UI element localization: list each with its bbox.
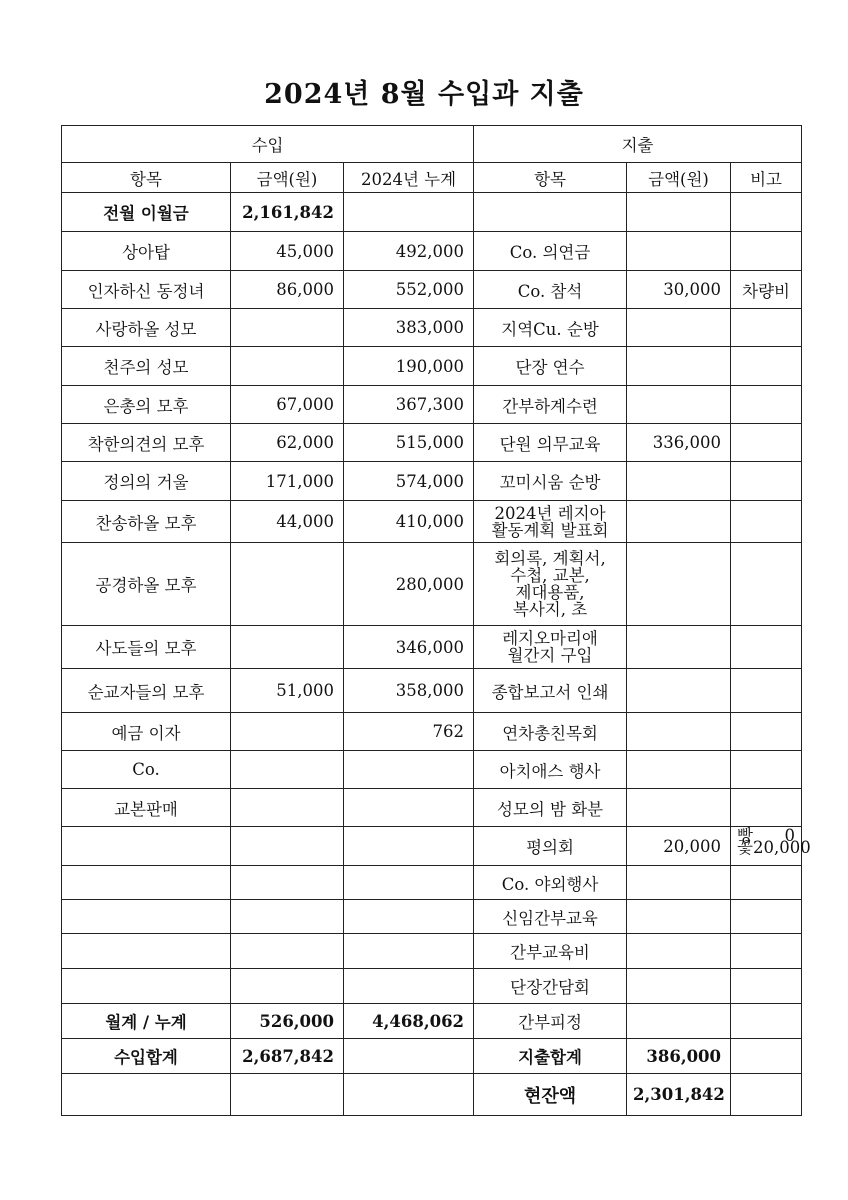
income-item	[62, 866, 231, 900]
note-cell	[731, 1074, 802, 1116]
expense-item: 단원 의무교육	[474, 424, 627, 462]
income-cumulative: 4,468,062	[344, 1004, 474, 1039]
expense-amount	[627, 462, 731, 501]
income-item: 은총의 모후	[62, 386, 231, 424]
income-amount	[231, 347, 344, 386]
table-row	[62, 866, 802, 900]
note-cell	[731, 193, 802, 232]
income-item	[62, 827, 231, 866]
monthly-cumulative-row	[62, 1004, 802, 1039]
expense-amount	[627, 232, 731, 271]
income-item	[62, 934, 231, 969]
income-cumulative	[344, 866, 474, 900]
expense-item: Co. 참석	[474, 271, 627, 309]
income-total-label: 수입합계	[62, 1039, 231, 1074]
income-cumulative: 190,000	[344, 347, 474, 386]
expense-item: 레지오마리애 월간지 구입	[474, 626, 627, 669]
income-amount: 45,000	[231, 232, 344, 271]
income-amount	[231, 827, 344, 866]
income-cumulative: 346,000	[344, 626, 474, 669]
note-cell	[731, 934, 802, 969]
expense-total-label: 지출합계	[474, 1039, 627, 1074]
income-cumulative	[344, 827, 474, 866]
income-amount: 86,000	[231, 271, 344, 309]
table-row	[62, 934, 802, 969]
expense-section-header: 지출	[474, 126, 802, 163]
col-expense-item: 항목	[474, 163, 627, 193]
col-note: 비고	[731, 163, 802, 193]
income-item	[62, 969, 231, 1004]
col-income-amount: 금액(원)	[231, 163, 344, 193]
expense-item: 단장 연수	[474, 347, 627, 386]
income-item: 공경하올 모후	[62, 543, 231, 626]
expense-amount	[627, 969, 731, 1004]
table-row	[62, 386, 802, 424]
table-row	[62, 827, 802, 866]
table-row	[62, 626, 802, 669]
income-cumulative: 492,000	[344, 232, 474, 271]
note-cell	[731, 1004, 802, 1039]
income-item: 교본판매	[62, 789, 231, 827]
table-row	[62, 900, 802, 934]
income-amount: 67,000	[231, 386, 344, 424]
note-cell: 빵 0 꽃20,000	[731, 827, 802, 866]
income-cumulative: 383,000	[344, 309, 474, 347]
note-cell	[731, 347, 802, 386]
note-cell	[731, 309, 802, 347]
income-item: 순교자들의 모후	[62, 669, 231, 713]
income-amount	[231, 900, 344, 934]
expense-item: 2024년 레지아 활동계획 발표회	[474, 501, 627, 543]
expense-amount	[627, 934, 731, 969]
note-cell	[731, 1039, 802, 1074]
income-amount	[231, 1074, 344, 1116]
note-cell	[731, 626, 802, 669]
note-cell	[731, 386, 802, 424]
table-row	[62, 501, 802, 543]
expense-amount	[627, 543, 731, 626]
note-cell	[731, 501, 802, 543]
income-item: 천주의 성모	[62, 347, 231, 386]
expense-item: 아치애스 행사	[474, 751, 627, 789]
income-cumulative: 280,000	[344, 543, 474, 626]
income-cumulative	[344, 751, 474, 789]
income-cumulative	[344, 1039, 474, 1074]
expense-amount: 20,000	[627, 827, 731, 866]
expense-item: 간부하계수련	[474, 386, 627, 424]
income-item	[62, 900, 231, 934]
income-item: 착한의견의 모후	[62, 424, 231, 462]
table-row	[62, 232, 802, 271]
expense-amount	[627, 1004, 731, 1039]
income-item: 전월 이월금	[62, 193, 231, 232]
expense-amount: 30,000	[627, 271, 731, 309]
income-cumulative: 574,000	[344, 462, 474, 501]
expense-item: 단장간담회	[474, 969, 627, 1004]
income-amount	[231, 626, 344, 669]
table-row	[62, 424, 802, 462]
table-row	[62, 669, 802, 713]
income-amount: 44,000	[231, 501, 344, 543]
income-amount: 171,000	[231, 462, 344, 501]
income-cumulative: 358,000	[344, 669, 474, 713]
expense-item: 지역Cu. 순방	[474, 309, 627, 347]
expense-amount	[627, 501, 731, 543]
income-amount: 62,000	[231, 424, 344, 462]
expense-item: 회의록, 계획서, 수첩, 교본, 제대용품, 복사지, 초	[474, 543, 627, 626]
balance-label: 현잔액	[474, 1074, 627, 1116]
expense-amount	[627, 626, 731, 669]
table-row	[62, 462, 802, 501]
income-cumulative: 762	[344, 713, 474, 751]
income-item: 인자하신 동정녀	[62, 271, 231, 309]
income-cumulative	[344, 789, 474, 827]
income-item	[62, 1074, 231, 1116]
income-cumulative	[344, 1074, 474, 1116]
note-cell	[731, 751, 802, 789]
expense-item: Co. 야외행사	[474, 866, 627, 900]
income-amount	[231, 543, 344, 626]
expense-amount: 336,000	[627, 424, 731, 462]
expense-amount	[627, 751, 731, 789]
expense-item	[474, 193, 627, 232]
income-amount	[231, 934, 344, 969]
expense-amount	[627, 900, 731, 934]
expense-item: Co. 의연금	[474, 232, 627, 271]
income-amount	[231, 969, 344, 1004]
income-cumulative: 552,000	[344, 271, 474, 309]
income-amount: 526,000	[231, 1004, 344, 1039]
income-item: 사도들의 모후	[62, 626, 231, 669]
expense-item: 꼬미시움 순방	[474, 462, 627, 501]
income-item: 상아탑	[62, 232, 231, 271]
income-amount	[231, 751, 344, 789]
table-row	[62, 789, 802, 827]
income-amount	[231, 789, 344, 827]
table-row	[62, 969, 802, 1004]
income-item: Co.	[62, 751, 231, 789]
col-expense-amount: 금액(원)	[627, 163, 731, 193]
note-cell	[731, 866, 802, 900]
income-cumulative	[344, 934, 474, 969]
balance-amount: 2,301,842	[627, 1074, 731, 1116]
income-total: 2,687,842	[231, 1039, 344, 1074]
note-cell	[731, 424, 802, 462]
table-row	[62, 713, 802, 751]
expense-item: 간부피정	[474, 1004, 627, 1039]
expense-item: 성모의 밤 화분	[474, 789, 627, 827]
income-item: 찬송하올 모후	[62, 501, 231, 543]
expense-item: 평의회	[474, 827, 627, 866]
expense-total: 386,000	[627, 1039, 731, 1074]
table-row	[62, 751, 802, 789]
expense-amount	[627, 866, 731, 900]
income-item: 예금 이자	[62, 713, 231, 751]
balance-row	[62, 1074, 802, 1116]
table-row	[62, 309, 802, 347]
income-item: 사랑하올 성모	[62, 309, 231, 347]
note-cell	[731, 900, 802, 934]
income-cumulative: 367,300	[344, 386, 474, 424]
note-cell	[731, 969, 802, 1004]
note-cell	[731, 789, 802, 827]
expense-amount	[627, 347, 731, 386]
note-cell: 차량비	[731, 271, 802, 309]
table-row	[62, 543, 802, 626]
table-row	[62, 271, 802, 309]
col-income-item: 항목	[62, 163, 231, 193]
expense-amount	[627, 386, 731, 424]
expense-amount	[627, 669, 731, 713]
expense-amount	[627, 309, 731, 347]
note-cell	[731, 713, 802, 751]
totals-row	[62, 1039, 802, 1074]
expense-item: 연차총친목회	[474, 713, 627, 751]
income-amount: 51,000	[231, 669, 344, 713]
income-amount: 2,161,842	[231, 193, 344, 232]
income-cumulative	[344, 969, 474, 1004]
note-cell	[731, 462, 802, 501]
note-cell	[731, 669, 802, 713]
expense-amount	[627, 713, 731, 751]
expense-item: 신임간부교육	[474, 900, 627, 934]
table-row	[62, 193, 802, 232]
income-item: 정의의 거울	[62, 462, 231, 501]
income-cumulative	[344, 193, 474, 232]
income-amount	[231, 866, 344, 900]
income-item: 월계 / 누계	[62, 1004, 231, 1039]
col-income-cumulative: 2024년 누계	[344, 163, 474, 193]
note-cell	[731, 543, 802, 626]
expense-item: 간부교육비	[474, 934, 627, 969]
expense-amount	[627, 193, 731, 232]
expense-amount	[627, 789, 731, 827]
expense-item: 종합보고서 인쇄	[474, 669, 627, 713]
income-cumulative: 515,000	[344, 424, 474, 462]
note-cell	[731, 232, 802, 271]
income-cumulative	[344, 900, 474, 934]
table-row	[62, 347, 802, 386]
income-amount	[231, 309, 344, 347]
income-section-header: 수입	[62, 126, 474, 163]
income-cumulative: 410,000	[344, 501, 474, 543]
income-amount	[231, 713, 344, 751]
page-title: 2024년 8월 수입과 지출	[264, 79, 584, 110]
ledger-table	[61, 125, 811, 1116]
